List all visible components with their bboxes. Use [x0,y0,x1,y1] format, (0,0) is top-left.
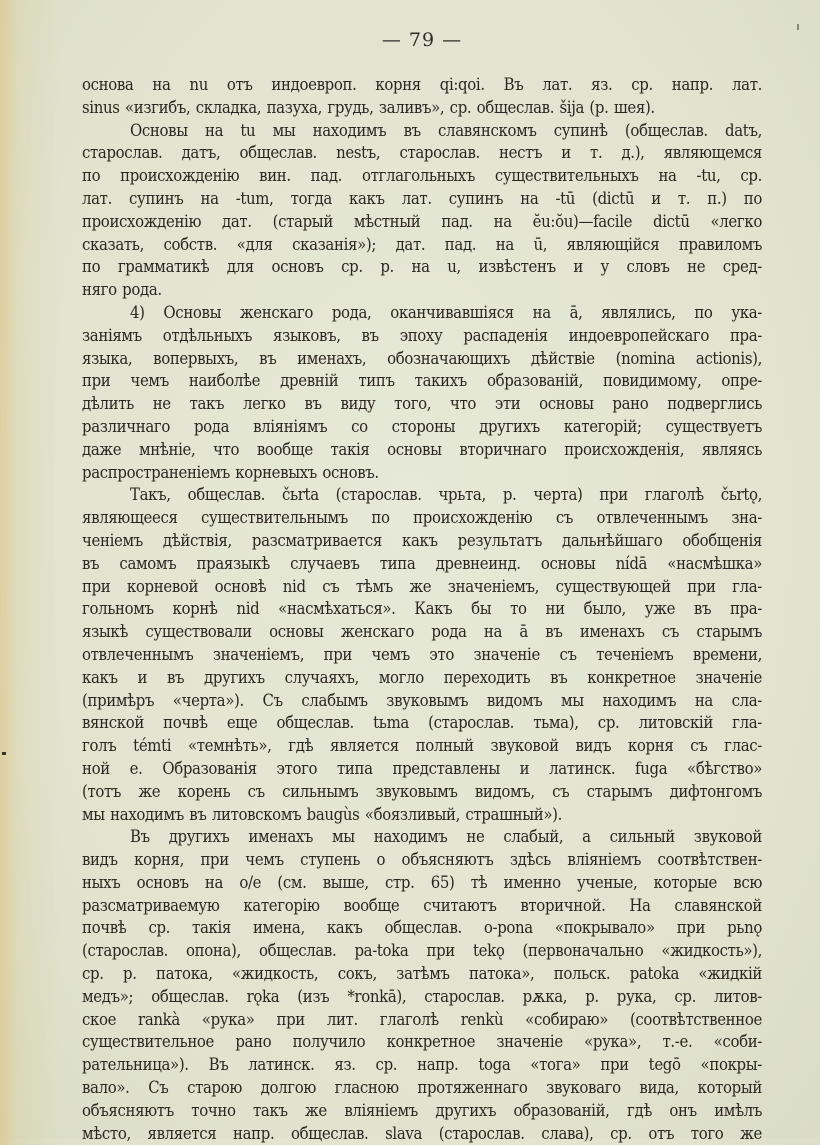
text-line: ское rankà «рука» при лит. глаголѣ renkù «собираю» (соотвѣтственное [82,1009,762,1029]
text-line: Въ другихъ именахъ мы находимъ не слабый, а сильный звуковой [130,827,762,847]
text-line: языкѣ существовали основы женскаго рода на ā въ именахъ съ старымъ [82,622,762,642]
text-line: по грамматикѣ для основъ ср. р. на u, извѣстенъ и у словъ не сред- [82,257,762,277]
text-line: почвѣ ср. такія имена, какъ общеслав. o-pona «покрывало» при pьnǫ [82,918,762,938]
paragraph-2 [82,120,762,302]
text-line: вало». Съ старою долгою гласною протяженнаго звуковаго вида, который [82,1078,762,1098]
text-line: происхожденію дат. (старый мѣстный пад. на ĕu:ŏu)—facile dictū «легко [82,211,762,231]
text-line: няго рода. [82,280,162,300]
text-line: заніямъ отдѣльныхъ языковъ, въ эпоху распаденія индоевропейскаго пра- [82,325,762,345]
text-line: сказать, собств. «для сказанія»); дат. пад. на ū, являющійся правиломъ [82,234,762,254]
text-line: основа на nu отъ индоевроп. корня qi:qoi. Въ лат. яз. ср. напр. лат. [82,75,762,94]
text-line: старослав. датъ, общеслав. nestъ, старослав. нестъ и т. д.), являющемся [82,143,762,163]
text-line: (примѣръ «черта»). Съ слабымъ звуковымъ видомъ мы находимъ на сла- [82,690,762,710]
text-line: гольномъ корнѣ nid «насмѣхаться». Какъ бы то ни было, уже въ пра- [82,599,762,619]
text-line: распространеніемъ корневыхъ основъ. [82,462,379,482]
text-line: являющееся существительнымъ по происхожденію съ отвлеченнымъ зна- [82,508,762,528]
text-line: объясняютъ точно такъ же вліяніемъ другихъ образованій, гдѣ онъ имѣлъ [82,1100,762,1120]
text-line: въ самомъ праязыкѣ случаевъ типа древнеинд. основы nídā «насмѣшка» [82,553,762,573]
text-line: существительное рано получило конкретное значеніе «рука», т.-е. «соби- [82,1032,762,1052]
text-line: мы находимъ въ литовскомъ baugùs «боязливый, страшный»). [82,804,562,824]
text-line: видъ корня, при чемъ ступень о объясняютъ здѣсь вліяніемъ соотвѣтствен- [82,850,762,870]
text-line: по происхожденію вин. пад. отглагольныхъ существительныхъ на -tu, ср. [82,166,762,186]
text-line: отвлеченнымъ значеніемъ, при чемъ это значеніе съ теченіемъ времени, [82,644,762,664]
paragraph-1 [82,74,762,120]
text-line: Такъ, общеслав. čьrta (старослав. чрьта, р. черта) при глаголѣ čьrtǫ, [130,485,762,505]
scan-speck [797,24,799,30]
text-line: (тотъ же корень съ сильнымъ звуковымъ видомъ, съ старымъ дифтонгомъ [82,781,762,801]
paragraph-4 [82,484,762,826]
book-page [82,28,762,1145]
text-line: ченіемъ дѣйствія, разсматривается какъ результатъ дальнѣйшаго обобщенія [82,530,762,550]
text-line: языка, вопервыхъ, въ именахъ, обозначающихъ дѣйствіе (nomina actionis), [82,348,762,368]
page-number: — 79 — [381,29,463,51]
paragraph-5 [82,826,762,1145]
text-line: ср. р. патока, «жидкость, сокъ, затѣмъ патока», польск. patoka «жидкій [82,964,762,984]
text-line: (старослав. опона), общеслав. pa-toka при tekǫ (первоначально «жидкость»), [82,941,762,961]
text-line: мѣсто, является напр. общеслав. slava (старослав. слава), ср. отъ того же [82,1123,762,1143]
text-line: какъ и въ другихъ случаяхъ, могло переходить въ конкретное значеніе [82,667,762,687]
text-line: ной е. Образованія этого типа представлены и латинск. fuga «бѣгство» [82,758,762,778]
text-line: разсматриваемую категорію вообще считаютъ вторичной. На славянской [82,895,762,915]
text-line: лат. супинъ на -tum, тогда какъ лат. супинъ на -tū (dictū и т. п.) по [82,188,762,208]
text-line: различнаго рода вліяніямъ со стороны другихъ категорій; существуетъ [82,416,762,436]
text-line: при корневой основѣ nid съ тѣмъ же значеніемъ, существующей при гла- [82,576,762,596]
text-line: вянской почвѣ еще общеслав. tьma (старослав. тьма), ср. литовскій гла- [82,713,762,733]
paragraph-3 [82,302,762,484]
text-line: 4) Основы женскаго рода, оканчивавшіяся на ā, являлись, по ука- [130,302,762,322]
text-line: рательница»). Въ латинск. яз. ср. напр. toga «тога» при tegō «покры- [82,1055,762,1075]
text-line: при чемъ наиболѣе древній типъ такихъ образованій, повидимому, опре- [82,371,762,391]
text-line: голъ témti «темнѣть», гдѣ является полный звуковой видъ корня съ глас- [82,736,762,756]
text-line: sinus «изгибъ, складка, пазуха, грудь, заливъ», ср. общеслав. šija (р. шея). [82,97,655,117]
scan-speck [2,752,6,755]
text-line: ныхъ основъ на о/е (см. выше, стр. 65) тѣ именно ученые, которые всю [82,872,762,892]
text-line: дѣлить не такъ легко въ виду того, что эти основы рано подверглись [82,394,762,414]
text-line: Основы на tu мы находимъ въ славянскомъ супинѣ (общеслав. datъ, [130,120,762,140]
text-line: даже мнѣніе, что вообще такія основы вторичнаго происхожденія, являясь [82,439,762,459]
text-line: медъ»; общеслав. rǫka (изъ *ronkā), старослав. рѫка, р. рука, ср. литов- [82,986,762,1006]
